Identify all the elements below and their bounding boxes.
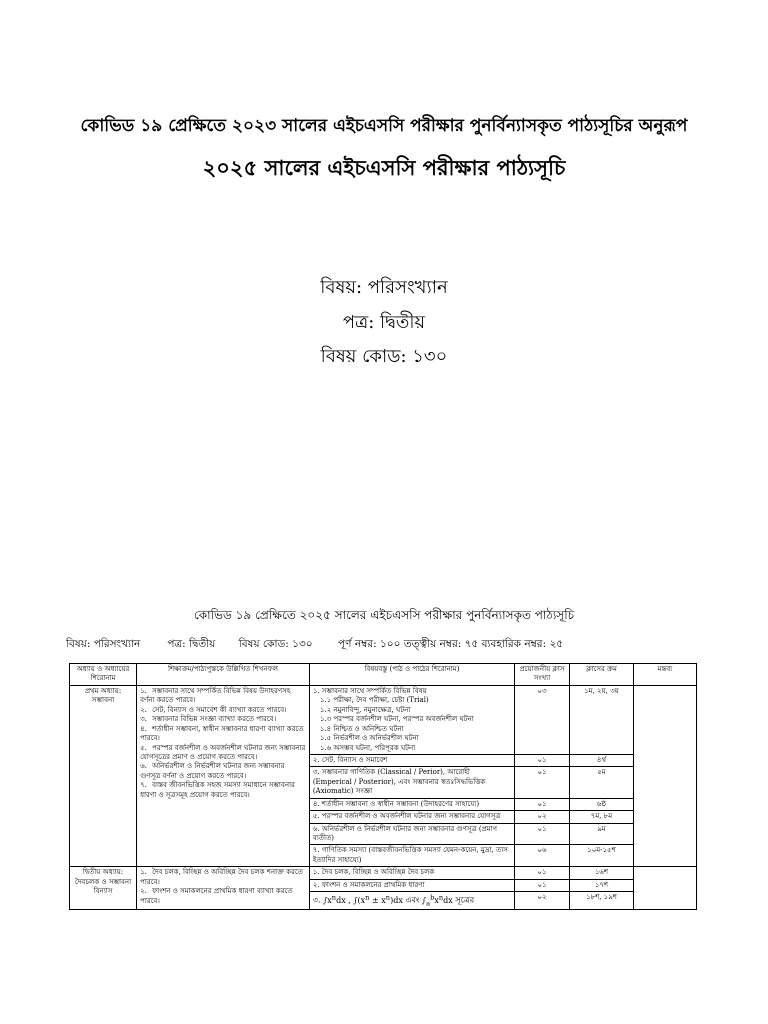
remarks-cell [633,685,696,866]
chapter-title: প্রথম অধ্যায়: সম্ভাবনা [70,685,137,866]
classes-cell: ০৬ [515,845,570,867]
subject-code: বিষয় কোড: ১৩০ [320,346,448,367]
meta-subject: বিষয়: পরিসংখ্যান [66,638,141,650]
header-outcomes: শিক্ষাক্রম/পাঠ্যপুস্তকে উল্লিখিত শিখনফল [137,664,310,686]
classes-cell: ০১ [515,823,570,845]
meta-paper: পত্র: দ্বিতীয় [167,638,216,650]
sequence-cell: ১৬শ [569,867,633,879]
formula-integral-xn: $\int x^ndx$ , [323,893,351,905]
subject-name: বিষয়: পরিসংখ্যান [320,277,448,298]
classes-cell: ০২ [515,892,570,910]
table-header-row [70,664,697,686]
content-cell: ৭. গাণিতিক সমস্যা (বাস্তবজীবনভিত্তিক সমস্যা যেমন-কয়েন, মুদ্রা, তাস ইত্যাদির সাহায্যে) [309,845,514,867]
classes-cell: ০১ [515,867,570,879]
sequence-cell: ৪র্থ [569,754,633,766]
sequence-cell: ৫ম [569,767,633,798]
sequence-cell: ১৭শ [569,879,633,891]
outcome-item: ৭. বাস্তব জীবনভিত্তিক সহজ সমস্যা সমাধানে সম্ভাবনার ধারণা ও সূত্রসমূহ প্রয়োগ করতে পারবে। [140,781,295,799]
sequence-cell: ১ম, ২য়, ৩য় [569,685,633,754]
classes-cell: ০১ [515,754,570,766]
classes-cell: ০১ [515,879,570,891]
syllabus-caption: কোভিড ১৯ প্রেক্ষিতে ২০২৫ সালের এইচএসসি পরীক্ষার পুনর্বিন্যাসকৃত পাঠ্যসূচি [193,608,575,622]
outcome-item: ২. সেট, বিন্যাস ও সমাবেশ কী ব্যাখ্যা করতে পারবে। [140,705,287,714]
document-header-title: ২০২৫ সালের এইচএসসি পরীক্ষার পাঠ্যসূচি [202,155,566,180]
content-cell: ৪. শর্তাধীন সম্ভাবনা ও স্বাধীন সম্ভাবনা (উদাহরণের সাহায্যে) [309,798,514,810]
learning-outcomes [137,867,310,910]
sequence-cell: ৭ম, ৮ম [569,811,633,823]
formula-definite-integral: $\int_a^bx^ndx$ [421,893,453,908]
sequence-cell: ১০ম-১৫শ [569,845,633,867]
formula-integral-sum: $\int(x^n \pm x^n)dx$ [353,893,403,905]
header-remarks: মন্তব্য [633,664,696,686]
header-chapter: অধ্যায় ও অধ্যায়ের শিরোনাম [70,664,137,686]
content-cell: ১. সম্ভাবনার সাথে সম্পর্কিত বিভিন্ন বিষয় ১.১ পরীক্ষা, দৈব পরীক্ষা, চেষ্টা (Trial) ১.২ নমুনাবিন্দু, নমুনাক্ষেত্র, ঘটনা ১.৩ পরস্পর বর্জনশীল ঘটনা, পরস্পর অবর্জনশীল ঘটনা ১.৪ নিশ্চিত ও অনিশ্চিত ঘটনা ১.৫ নির্ভরশীল ও অনির্ভরশীল ঘটনা ১.৬ অসম্ভব ঘটনা, পরিপূরক ঘটনা [309,685,514,754]
content-cell: ২. ফাংশন ও সমাকলনের প্রাথমিক ধারণা [309,879,514,891]
subject-paper: পত্র: দ্বিতীয় [342,312,426,333]
remarks-cell [633,867,696,910]
meta-code: বিষয় কোড: ১৩০ [238,638,313,650]
syllabus-table [69,663,697,910]
table-row [70,685,697,754]
chapter-title: দ্বিতীয় অধ্যায়: দৈবচলক ও সম্ভাবনা বিন্যাস [70,867,137,910]
content-cell: ৫. পরস্পর বর্জনশীল ও অবর্জনশীল ঘটনার জন্য সম্ভাবনার যোগসূত্র [309,811,514,823]
content-cell: ৬. অনির্ভরশীল ও নির্ভরশীল ঘটনার জন্য সম্ভাবনার গুণসূত্র (প্রমাণ ব্যতীত) [309,823,514,845]
document-header-line1: কোভিড ১৯ প্রেক্ষিতে ২০২৩ সালের এইচএসসি পরীক্ষার পুনর্বিন্যাসকৃত পাঠ্যসূচির অনুরূপ [80,116,688,136]
sequence-cell: ৯ম [569,823,633,845]
header-classes: প্রয়োজনীয় ক্লাস সংখ্যা [515,664,570,686]
classes-cell: ০১ [515,767,570,798]
classes-cell: ০৩ [515,685,570,754]
learning-outcomes [137,685,310,866]
header-content: বিষয়বস্তু (পাঠ ও পাঠের শিরোনাম) [309,664,514,686]
content-cell: ৩. সম্ভাবনার গাণিতিক (Classical / Perior), আরোহী (Emperical / Posterior), এবং সম্ভাবনার স্বতঃসিদ্ধভিত্তিক (Axiomatic) সংজ্ঞা [309,767,514,798]
classes-cell: ০১ [515,798,570,810]
sequence-cell: ৬ষ্ঠ [569,798,633,810]
sequence-cell: ১৮শ, ১৯শ [569,892,633,910]
syllabus-meta [66,637,746,654]
outcome-item: ২. ফাংশন ও সমাকলনের প্রাথমিক ধারণা ব্যাখ্যা করতে পারবে। [140,887,293,905]
outcome-item: ৩. সম্ভাবনার বিভিন্ন সংজ্ঞা ব্যাখ্যা করতে পারবে। [140,715,277,724]
outcome-item: ১. সম্ভাবনার সাথে সম্পর্কিত বিভিন্ন বিষয় উদাহরণসহ বর্ণনা করতে পারবে। [140,686,291,705]
content-cell: ২. সেট, বিন্যাস ও সমাবেশ [309,754,514,766]
content-cell: ১. দৈব চলক, বিচ্ছিন্ন ও অবিচ্ছিন্ন দৈব চলক [309,867,514,879]
header-sequence: ক্লাসের ক্রম [569,664,633,686]
classes-cell: ০২ [515,811,570,823]
outcome-item: ৫. পরস্পর বর্জনশীল ও অবর্জনশীল ঘটনার জন্য সম্ভাবনার যোগসূত্রের প্রমাণ ও প্রয়োগ করতে পারবে। [140,743,306,761]
outcome-item: ৬. অনির্ভরশীল ও নির্ভরশীল ঘটনার জন্য সম্ভাবনার গুণসূত্র বর্ণনা ও প্রয়োগ করতে পারবে। [140,762,285,780]
meta-marks: পূর্ণ নম্বর: ১০০ তত্ত্বীয় নম্বর: ৭৫ ব্যবহারিক নম্বর: ২৫ [338,638,564,650]
table-row [70,867,697,879]
content-cell: ৩. $\int x^ndx$ , $\int(x^n \pm x^n)dx$ এবং $\int_a^bx^ndx$ সূত্রের [309,892,514,910]
outcome-item: ১. দৈব চলক, বিচ্ছিন্ন ও অবিচ্ছিন্ন দৈব চলক শনাক্ত করতে পারবে। [140,868,303,886]
outcome-item: ৪. শর্তাধীন সম্ভাবনা, স্বাধীন সম্ভাবনার ধারণা ব্যাখ্যা করতে পারবে। [140,724,304,743]
